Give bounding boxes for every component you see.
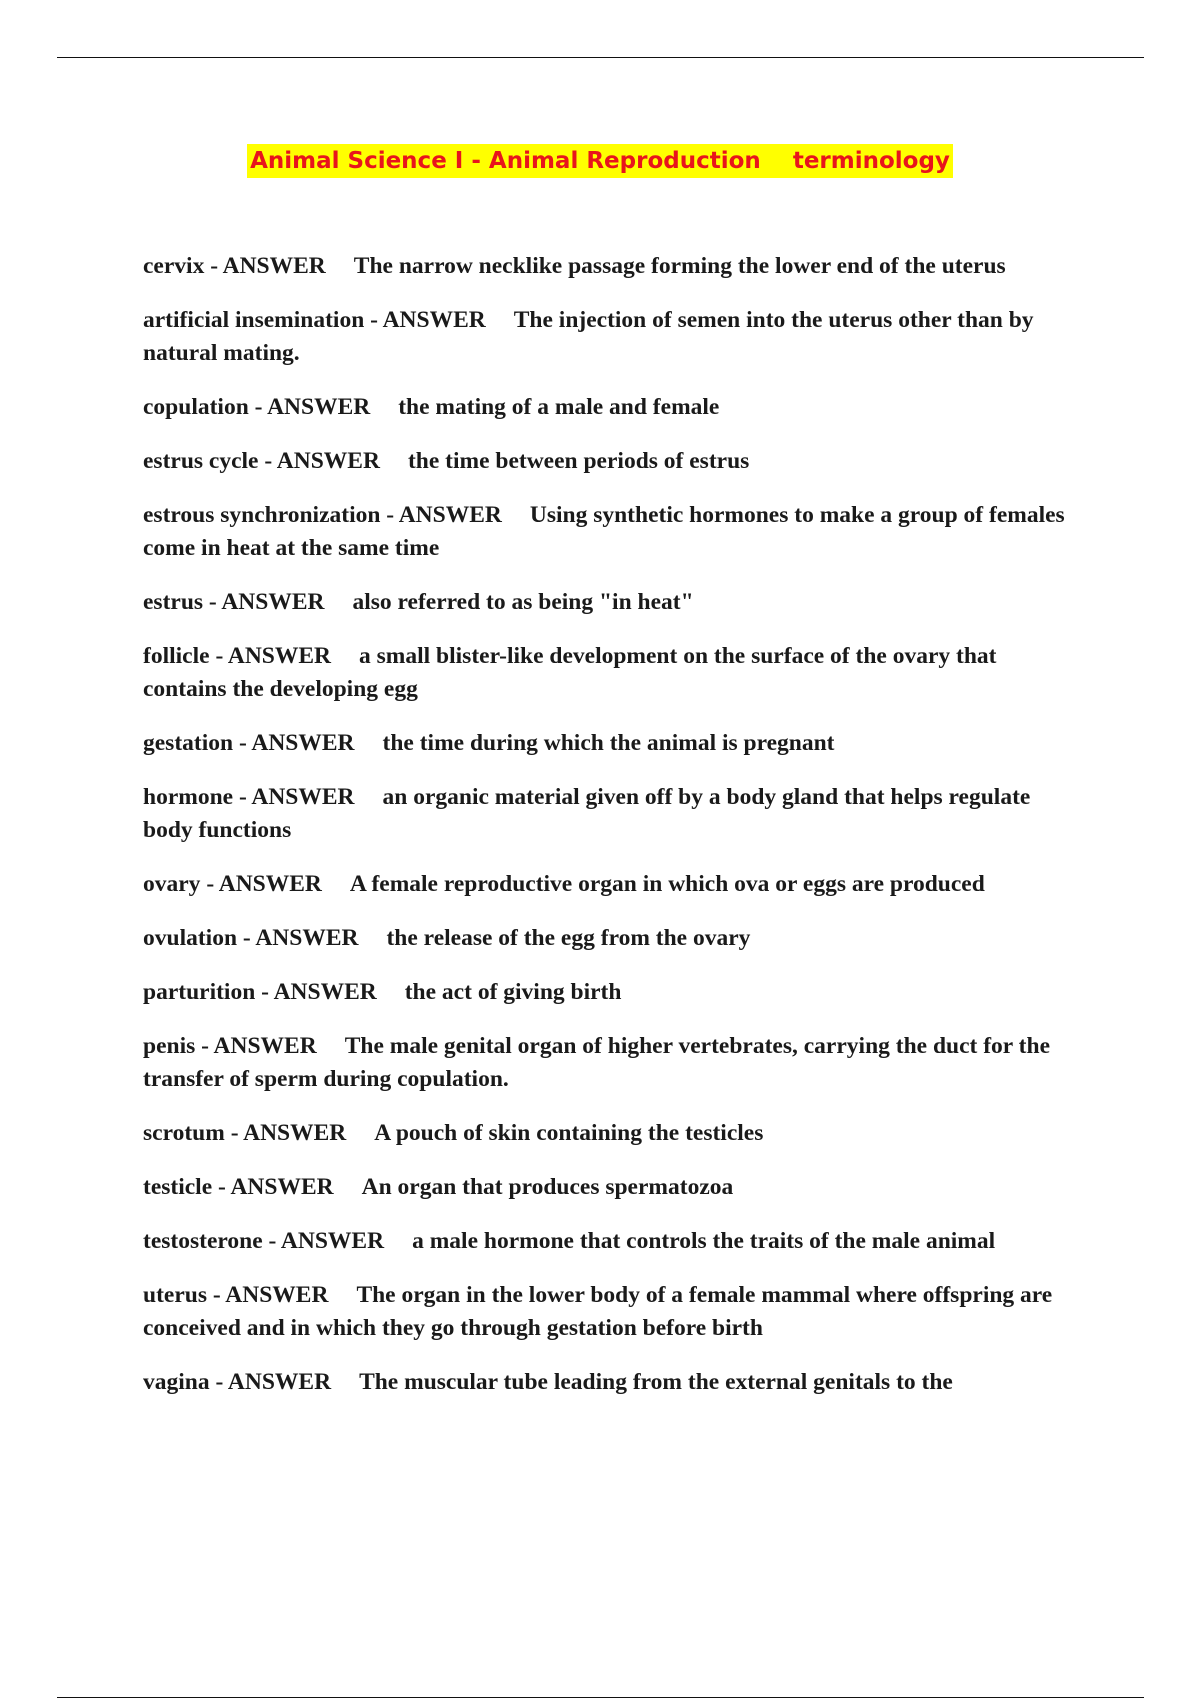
entry-answer-label: ANSWER: [267, 394, 371, 420]
entry-term: hormone -: [143, 784, 251, 810]
entry-definition: also referred to as being "in heat": [352, 589, 694, 615]
entry-definition: The male genital organ of higher vertebrates, carrying the duct for the transfer of sperm during copulation.: [143, 1033, 1051, 1092]
entry-term: parturition -: [143, 979, 274, 1005]
glossary-entry: [143, 586, 1083, 619]
title-block: [0, 144, 1200, 178]
entry-answer-label: ANSWER: [398, 502, 502, 528]
entry-answer-label: ANSWER: [273, 979, 377, 1005]
entry-answer-label: ANSWER: [230, 1174, 334, 1200]
entry-answer-label: ANSWER: [222, 253, 326, 279]
entry-answer-label: ANSWER: [280, 1228, 385, 1254]
entry-answer-label: ANSWER: [382, 307, 486, 333]
glossary-entry: [143, 868, 1083, 901]
entry-definition: an organic material given off by a body gland that helps regulate body functions: [143, 784, 1031, 843]
entry-term: estrus cycle -: [143, 448, 277, 474]
entry-definition: the act of giving birth: [404, 979, 622, 1005]
glossary-entry: [143, 1030, 1083, 1096]
glossary-entry: [143, 922, 1083, 955]
glossary-entry: [143, 1366, 1083, 1399]
glossary-entry: [143, 445, 1083, 478]
entry-answer-label: ANSWER: [251, 784, 355, 810]
glossary-entry: [143, 1225, 1083, 1258]
bottom-rule: [57, 1697, 1144, 1698]
entry-term: gestation -: [143, 730, 251, 756]
entry-definition: a small blister-like development on the surface of the ovary that contains the developing egg: [143, 643, 997, 702]
entry-definition: the time during which the animal is pregnant: [382, 730, 835, 756]
entry-term: testicle -: [143, 1174, 230, 1200]
entry-answer-label: ANSWER: [225, 1282, 329, 1308]
entry-term: scrotum -: [143, 1120, 243, 1146]
entry-answer-label: ANSWER: [255, 925, 359, 951]
entry-term: copulation -: [143, 394, 267, 420]
entry-definition: The injection of semen into the uterus other than by natural mating.: [143, 307, 1034, 366]
entry-term: penis -: [143, 1033, 214, 1059]
entry-definition: A pouch of skin containing the testicles: [374, 1120, 764, 1146]
entry-definition: The organ in the lower body of a female mammal where offspring are conceived and in which they go through gestation before birth: [143, 1282, 1053, 1341]
entry-answer-label: ANSWER: [227, 1369, 332, 1395]
entry-answer-label: ANSWER: [251, 730, 355, 756]
glossary-entry: [143, 1117, 1083, 1150]
entry-definition: An organ that produces spermatozoa: [361, 1174, 734, 1200]
glossary-entry: [143, 640, 1083, 706]
entry-term: ovulation -: [143, 925, 255, 951]
page-title: Animal Science I - Animal Reproduction terminology: [247, 144, 953, 178]
glossary-entry: [143, 304, 1083, 370]
glossary-entry: [143, 1171, 1083, 1204]
entry-term: estrous synchronization -: [143, 502, 399, 528]
entry-answer-label: ANSWER: [221, 589, 325, 615]
entry-definition: Using synthetic hormones to make a group of females come in heat at the same time: [143, 502, 1065, 561]
entry-term: follicle -: [143, 643, 228, 669]
entry-term: ovary -: [143, 871, 219, 897]
entry-term: estrus -: [143, 589, 221, 615]
glossary-entry: [143, 499, 1083, 565]
glossary-list: [143, 250, 1083, 1420]
entry-definition: A female reproductive organ in which ova or eggs are produced: [349, 871, 985, 897]
entry-answer-label: ANSWER: [213, 1033, 317, 1059]
entry-term: cervix -: [143, 253, 223, 279]
top-rule: [57, 57, 1144, 58]
glossary-entry: [143, 1279, 1083, 1345]
entry-answer-label: ANSWER: [227, 643, 332, 669]
entry-term: uterus -: [143, 1282, 225, 1308]
entry-answer-label: ANSWER: [276, 448, 380, 474]
glossary-entry: [143, 976, 1083, 1009]
entry-answer-label: ANSWER: [218, 871, 322, 897]
entry-definition: the release of the egg from the ovary: [386, 925, 751, 951]
entry-definition: The narrow necklike passage forming the lower end of the uterus: [353, 253, 1006, 279]
entry-definition: The muscular tube leading from the external genitals to the: [359, 1369, 953, 1395]
entry-term: testosterone -: [143, 1228, 281, 1254]
glossary-entry: [143, 727, 1083, 760]
glossary-entry: [143, 781, 1083, 847]
glossary-entry: [143, 250, 1083, 283]
entry-answer-label: ANSWER: [243, 1120, 347, 1146]
entry-term: vagina -: [143, 1369, 228, 1395]
entry-definition: the time between periods of estrus: [407, 448, 750, 474]
glossary-entry: [143, 391, 1083, 424]
entry-definition: the mating of a male and female: [398, 394, 720, 420]
entry-definition: a male hormone that controls the traits of the male animal: [412, 1228, 996, 1254]
entry-term: artificial insemination -: [143, 307, 383, 333]
